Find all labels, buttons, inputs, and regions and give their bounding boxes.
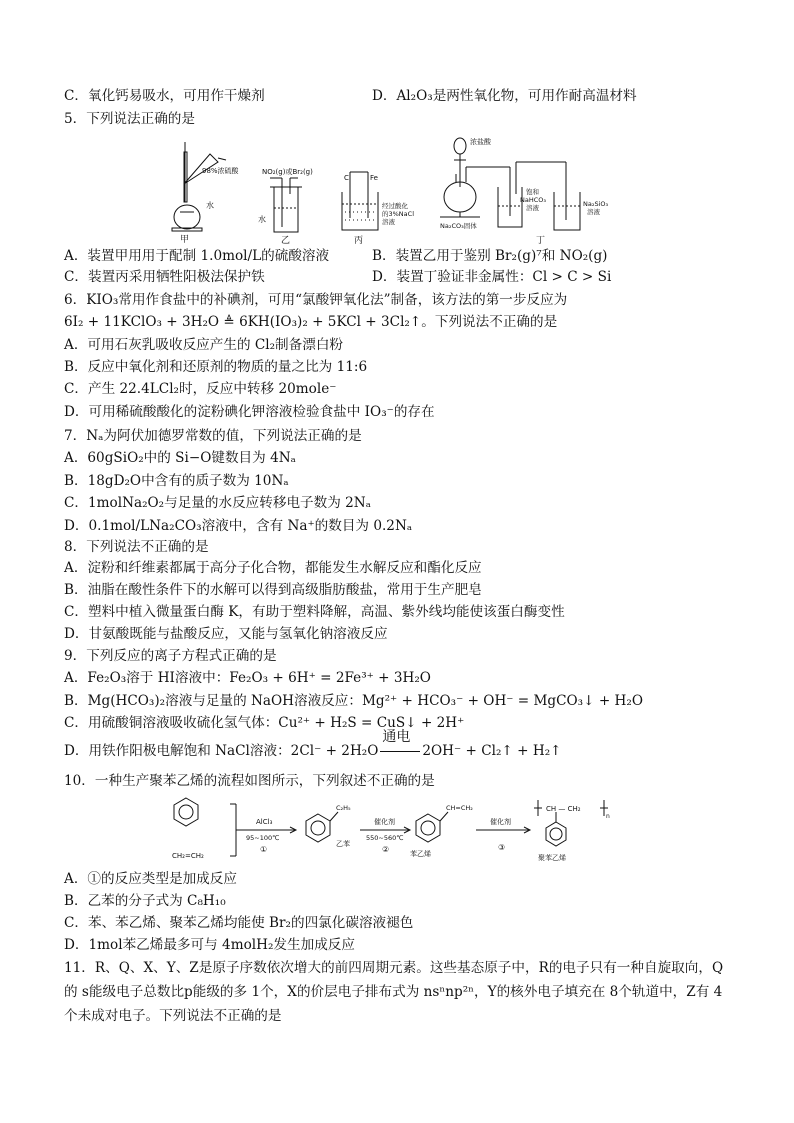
polymer-n-label: n <box>606 813 610 820</box>
q10-option-d: D．1mol苯乙烯最多可与 4molH₂发生加成反应 <box>64 937 355 953</box>
q11-stem-line2: 的 s能级电子总数比p能级的多 1个，X的价层电子排布式为 nsⁿnp²ⁿ，Y的核外电子填充在 8个轨道中，Z有 4 <box>64 984 723 1000</box>
q5-apparatus-figure <box>170 132 630 246</box>
apparatus-jia <box>172 142 226 231</box>
q8-option-b: B．油脂在酸性条件下的水解可以得到高级脂肪酸盐，常用于生产肥皂 <box>64 582 482 598</box>
q8-option-d: D．甘氨酸既能与盐酸反应，又能与氢氧化钠溶液反应 <box>64 626 388 642</box>
q10-option-b: B．乙苯的分子式为 C₈H₁₀ <box>64 893 226 909</box>
q10-option-c: C．苯、苯乙烯、聚苯乙烯均能使 Br₂的四氯化碳溶液褪色 <box>64 915 414 931</box>
q9-stem: 9．下列反应的离子方程式正确的是 <box>64 648 277 664</box>
q7-option-c: C．1molNa₂O₂与足量的水反应转移电子数为 2Nₐ <box>64 495 371 511</box>
q5-option-a: A．装置甲用用于配制 1.0mol/L的硫酸溶液 <box>64 248 330 264</box>
polystyrene-ring-icon <box>546 822 566 846</box>
q6-option-a: A．可用石灰乳吸收反应产生的 Cl₂制备漂白粉 <box>64 337 344 353</box>
q4-option-d: D．Al₂O₃是两性氧化物，可用作耐高温材料 <box>372 88 637 104</box>
bing-solution-line1: 经过酸化 <box>382 202 408 210</box>
step2-temperature: 550~560℃ <box>366 834 404 842</box>
jia-label: 甲 <box>180 235 190 245</box>
ding-bottle3-line1: Na₂SiO₃ <box>583 200 609 208</box>
ding-bottle2-line3: 溶液 <box>526 204 539 212</box>
q7-stem: 7．Nₐ为阿伏加德罗常数的值，下列说法正确的是 <box>64 428 362 444</box>
q7-option-d: D．0.1mol/LNa₂CO₃溶液中，含有 Na⁺的数目为 0.2Nₐ <box>64 518 413 534</box>
q7-option-b: B．18gD₂O中含有的质子数为 10Nₐ <box>64 473 289 489</box>
benzene-aromatic-circle <box>179 805 193 819</box>
bing-fe-label: Fe <box>370 174 378 182</box>
q8-option-a: A．淀粉和纤维素都属于高分子化合物，都能发生水解反应和酯化反应 <box>64 560 482 576</box>
q6-stem: 6．KIO₃常用作食盐中的补碘剂，可用“氯酸钾氧化法”制备，该方法的第一步反应为 <box>64 292 568 308</box>
step1-catalyst: AlCl₃ <box>256 818 273 826</box>
q10-option-a: A．①的反应类型是加成反应 <box>64 871 237 887</box>
ding-solid-label: Na₂CO₃固体 <box>440 222 477 230</box>
ding-acid-label: 浓盐酸 <box>470 138 491 146</box>
styrene-substituent: CH=CH₂ <box>446 804 473 812</box>
styrene-label: 苯乙烯 <box>410 850 431 858</box>
yi-gas-label: NO₂(g)或Br₂(g) <box>262 168 313 176</box>
q10-stem: 10．一种生产聚苯乙烯的流程如图所示，下列叙述不正确的是 <box>64 773 435 789</box>
electrolysis-condition: 通电 <box>382 729 411 745</box>
benzene-ring-icon <box>174 798 198 826</box>
ethylbenzene-label: 乙苯 <box>336 840 350 848</box>
bing-label: 丙 <box>354 236 364 246</box>
q5-option-c: C．装置丙采用牺牲阳极法保护铁 <box>64 269 265 285</box>
polymer-chain-label: CH — CH₂ <box>546 805 581 813</box>
jia-water-label: 水 <box>206 201 214 210</box>
yi-label: 乙 <box>281 236 291 246</box>
step1-temperature: 95~100℃ <box>246 834 280 842</box>
q6-equation: 6I₂ + 11KClO₃ + 3H₂O ≜ 6KH(IO₃)₂ + 5KCl + 3Cl₂↑。下列说法不正确的是 <box>64 314 558 330</box>
q7-option-a: A．60gSiO₂中的 Si−O键数目为 4Nₐ <box>64 450 296 466</box>
q6-option-c: C．产生 22.4LCl₂时，反应中转移 20mole⁻ <box>64 381 337 397</box>
q5-option-b: B．装置乙用于鉴别 Br₂(g)⁷和 NO₂(g) <box>372 248 608 264</box>
yi-water-label: 水 <box>258 215 266 224</box>
q9-option-d-rhs: 2OH⁻ + Cl₂↑ + H₂↑ <box>422 743 562 759</box>
q9-option-d-lhs: D．用铁作阳极电解饱和 NaCl溶液：2Cl⁻ + 2H₂O <box>64 743 379 759</box>
q9-option-a: A．Fe₂O₃溶于 HI溶液中：Fe₂O₃ + 6H⁺ = 2Fe³⁺ + 3H₂O <box>64 670 431 686</box>
ding-bottle2-line2: NaHCO₃ <box>520 196 546 204</box>
q5-stem: 5．下列说法正确的是 <box>64 111 195 127</box>
q9-option-d <box>64 729 562 760</box>
ding-bottle2-line1: 饱和 <box>526 188 539 196</box>
ethylene-label: CH₂=CH₂ <box>172 852 204 860</box>
q4-option-c: C．氧化钙易吸水，可用作干燥剂 <box>64 88 265 104</box>
step1-marker: ① <box>260 845 268 854</box>
step2-marker: ② <box>382 845 390 854</box>
ding-bottle3-line2: 溶液 <box>587 208 600 216</box>
bing-solution-line2: 的3%NaCl <box>382 210 415 218</box>
q8-option-c: C．塑料中植入微量蛋白酶 K，有助于塑料降解，高温、紫外线均能使该蛋白酶变性 <box>64 604 565 620</box>
q10-flow-diagram <box>170 794 610 870</box>
apparatus-ding <box>440 138 580 230</box>
ethylbenzene-ring-icon <box>306 814 330 842</box>
styrene-ring-icon <box>416 814 440 842</box>
q6-option-d: D．可用稀硫酸酸化的淀粉碘化钾溶液检验食盐中 IO₃⁻的存在 <box>64 404 435 420</box>
q5-option-d: D．装置丁验证非金属性：Cl > C > Si <box>372 269 612 285</box>
step3-catalyst: 催化剂 <box>490 818 511 826</box>
polystyrene-label: 聚苯乙烯 <box>538 854 566 862</box>
ethylbenzene-substituent: C₂H₅ <box>336 804 351 812</box>
q9-option-b: B．Mg(HCO₃)₂溶液与足量的 NaOH溶液反应：Mg²⁺ + HCO₃⁻ + OH⁻ = MgCO₃↓ + H₂O <box>64 693 643 709</box>
q6-option-b: B．反应中氧化剂和还原剂的物质的量之比为 11:6 <box>64 359 368 375</box>
ding-label: 丁 <box>536 236 546 246</box>
q11-stem-line3: 个未成对电子。下列说法不正确的是 <box>64 1008 282 1024</box>
q8-stem: 8．下列说法不正确的是 <box>64 539 209 555</box>
electrolysis-arrow <box>378 729 422 760</box>
q9-option-c: C．用硫酸铜溶液吸收硫化氢气体：Cu²⁺ + H₂S = CuS↓ + 2H⁺ <box>64 715 465 731</box>
jia-acid-label: 98%浓硫酸 <box>202 167 239 175</box>
bing-c-label: C <box>344 174 349 182</box>
step3-marker: ③ <box>498 843 506 852</box>
q11-stem-line1: 11．R、Q、X、Y、Z是原子序数依次增大的前四周期元素。这些基态原子中，R的电子只有一种自旋取向，Q <box>64 960 724 976</box>
step2-catalyst: 催化剂 <box>374 818 395 826</box>
bing-solution-line3: 溶液 <box>382 218 395 226</box>
apparatus-yi <box>270 178 302 232</box>
